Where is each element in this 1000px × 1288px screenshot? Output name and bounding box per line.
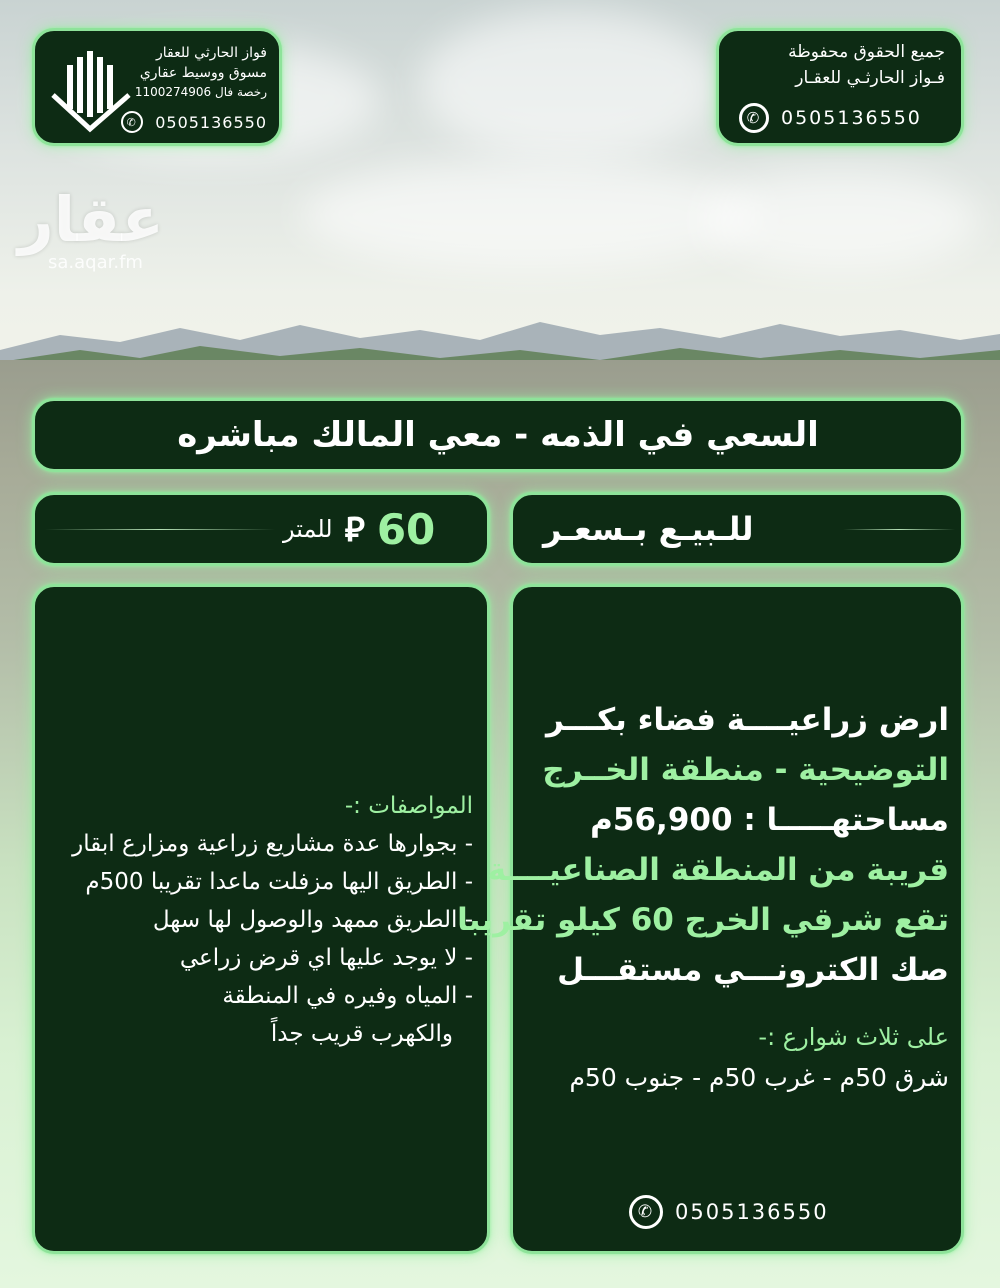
- price-bar: [32, 492, 490, 566]
- streets-title: على ثلاث شوارع :-: [758, 1023, 949, 1051]
- spec-item: - بجوارها عدة مشاريع زراعية ومزارع ابقار: [72, 831, 473, 857]
- description-line: ارض زراعيــــة فضاء بكـــر: [546, 702, 949, 738]
- cloud: [420, 10, 720, 160]
- description-line: قريبة من المنطقة الصناعيــــة: [487, 852, 949, 888]
- broker-card: [32, 28, 282, 146]
- price-unit: للمتر: [283, 515, 333, 543]
- broker-name: فواز الحارثي للعقار: [155, 45, 267, 61]
- phone-icon: ✆: [629, 1195, 663, 1229]
- phone-icon: ✆: [121, 111, 143, 133]
- contact-phone[interactable]: 0505136550: [675, 1200, 829, 1224]
- rights-reserved: جميع الحقوق محفوظة: [788, 42, 945, 62]
- price-value: 60: [376, 504, 436, 554]
- description-line: التوضيحية - منطقة الخــرج: [542, 752, 949, 788]
- broker-license: رخصة فال 1100274906: [134, 85, 267, 99]
- spec-item: - الطريق اليها مزفلت ماعدا تقريبا 500م: [85, 869, 473, 895]
- specs-panel: [32, 584, 490, 1254]
- rights-card: [716, 28, 964, 146]
- cloud: [700, 170, 980, 270]
- divider: [843, 529, 955, 530]
- phone-icon: ✆: [739, 103, 769, 133]
- headline: السعي في الذمه - معي المالك مباشره: [177, 415, 819, 455]
- description-line: تقع شرقي الخرج 60 كيلو تقريبا: [457, 902, 949, 938]
- spec-item: - الطريق ممهد والوصول لها سهل: [152, 907, 473, 933]
- spec-item: - لا يوجد عليها اي قرض زراعي: [179, 945, 473, 971]
- sale-label: للـبيـع بـسعـر: [543, 510, 754, 548]
- headline-bar: [32, 398, 964, 472]
- spec-item: - المياه وفيره في المنطقة: [222, 983, 473, 1009]
- sale-label-bar: [510, 492, 964, 566]
- aqar-logo: عقار: [18, 183, 164, 256]
- rights-phone[interactable]: 0505136550: [781, 107, 922, 129]
- broker-phone[interactable]: 0505136550: [155, 112, 267, 132]
- divider: [45, 529, 275, 530]
- cloud: [300, 160, 760, 270]
- broker-title: مسوق ووسيط عقاري: [139, 65, 267, 81]
- description-line: مساحتهـــــا : 56,900م: [590, 802, 949, 838]
- rights-owner: فـواز الحارثـي للعقـار: [795, 68, 945, 88]
- description-panel: [457, 584, 964, 1254]
- aqar-url: sa.aqar.fm: [48, 252, 143, 273]
- aqar-watermark: [18, 183, 164, 273]
- streets-widths: شرق 50م - غرب 50م - جنوب 50م: [569, 1063, 949, 1092]
- specs-title: المواصفات :-: [344, 793, 473, 819]
- description-line: صك الكترونـــي مستقـــل: [557, 952, 949, 988]
- riyal-symbol-icon: ⃁: [344, 510, 365, 550]
- spec-item: والكهرب قريب جداً: [270, 1021, 453, 1047]
